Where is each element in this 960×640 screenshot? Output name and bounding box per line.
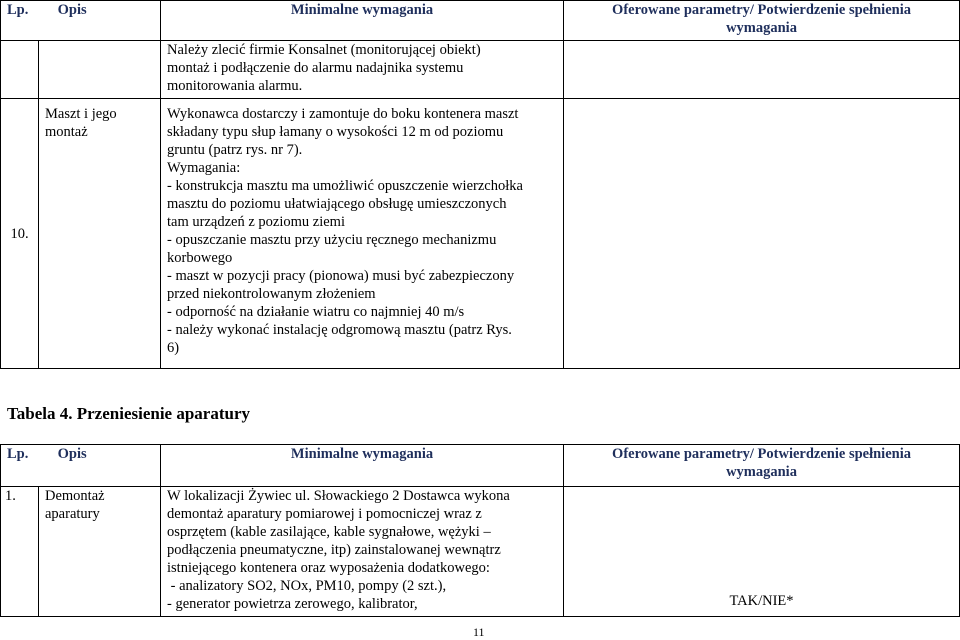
table-caption: Tabela 4. Przeniesienie aparatury	[7, 404, 251, 423]
opis-cell: Maszt i jego montaż	[39, 99, 161, 369]
header-offered-params: Oferowane parametry/ Potwierdzenie spełnienia wymagania	[564, 445, 960, 487]
header-min-requirements: Minimalne wymagania	[161, 1, 564, 41]
requirements-cell: W lokalizacji Żywiec ul. Słowackiego 2 Dostawca wykona demontaż aparatury pomiarowej i pomocniczej wraz z osprzętem (kable zasilające, kable sygnałowe, wężyki – podłączenia pneumatyczne, itp) zainstalowanej wewnątrz istniejącego kontenera oraz wyposażenia dodatkowego: - analizatory SO2, NOx, PM10, pompy (2 szt.), - generator powietrza zerowego, kalibrator,	[161, 487, 564, 617]
header-offered-params: Oferowane parametry/ Potwierdzenie spełnienia wymagania	[564, 1, 960, 41]
requirements-cell: Wykonawca dostarczy i zamontuje do boku kontenera maszt składany typu słup łamany o wysokości 12 m od poziomu gruntu (patrz rys. nr 7). Wymagania: - konstrukcja masztu ma umożliwić opuszczenie wierzchołka masztu do poziomu ułatwiającego obsługę umieszczonych tam urządzeń z poziomu ziemi - opuszczanie masztu przy użyciu ręcznego mechanizmu korbowego - maszt w pozycji pracy (pionowa) musi być zabezpieczony przed niekontrolowanym złożeniem - odporność na działanie wiatru co najmniej 40 m/s - należy wykonać instalację odgromową masztu (patrz Rys. 6)	[161, 99, 564, 369]
lp-cell: 10.	[1, 99, 39, 369]
lp-cell	[1, 41, 39, 99]
table-row	[1, 487, 960, 617]
requirements-cell: Należy zlecić firmie Konsalnet (monitorującej obiekt) montaż i podłączenie do alarmu nadajnika systemu monitorowania alarmu.	[161, 41, 564, 99]
table-header-row	[1, 1, 960, 41]
table-row	[1, 99, 960, 369]
header-lp: Lp.	[7, 2, 29, 18]
header-min-requirements: Minimalne wymagania	[161, 445, 564, 487]
page-number: 11	[473, 625, 485, 639]
header-lp-opis	[1, 1, 161, 41]
offer-cell	[564, 41, 960, 99]
header-lp-opis	[1, 445, 161, 487]
header-opis: Opis	[57, 446, 87, 462]
table-header-row	[1, 445, 960, 487]
offer-cell	[564, 99, 960, 369]
equipment-transfer-table	[0, 444, 960, 617]
header-opis: Opis	[57, 2, 87, 18]
header-lp: Lp.	[7, 446, 29, 462]
offer-cell: TAK/NIE*	[564, 487, 960, 617]
opis-cell	[39, 41, 161, 99]
table-row	[1, 41, 960, 99]
opis-cell: Demontaż aparatury	[39, 487, 161, 617]
lp-cell: 1.	[1, 487, 39, 617]
